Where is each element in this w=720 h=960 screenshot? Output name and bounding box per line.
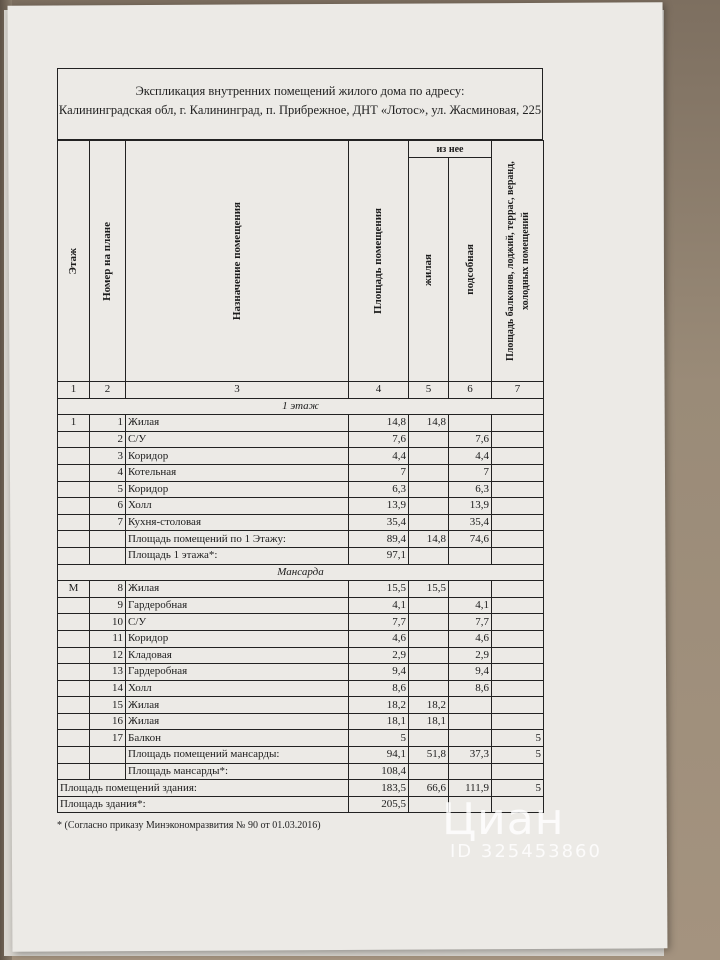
cell-purpose: Холл [126,680,349,697]
cell-aux: 4,6 [449,630,492,647]
cell-aux: 4,4 [449,448,492,465]
cell-aux: 2,9 [449,647,492,664]
cell-living [409,514,449,531]
attic-rooms-total: Площадь помещений мансарды: 94,1 51,8 37,3 5 [58,747,544,764]
cell-plan-no: 16 [90,713,126,730]
cell-aux: 35,4 [449,514,492,531]
cell-plan-no: 5 [90,481,126,498]
cell-living [409,448,449,465]
cell-area: 6,3 [349,481,409,498]
cell-purpose: С/У [126,431,349,448]
cell-balcony [492,664,544,681]
attic-total: Площадь мансарды*: 108,4 [58,763,544,780]
table-row [58,697,544,714]
cell-living [409,664,449,681]
cell-floor [58,597,90,614]
cell-balcony [492,481,544,498]
section-attic: Мансарда [58,564,544,581]
cell-floor [58,514,90,531]
cell-area: 4,4 [349,448,409,465]
cell-floor [58,664,90,681]
cell-area: 7,6 [349,431,409,448]
cell-floor [58,680,90,697]
cell-floor: 1 [58,415,90,432]
header-aux: подсобная [449,158,492,382]
cell-purpose: Жилая [126,713,349,730]
cell-area: 35,4 [349,514,409,531]
cell-aux: 4,1 [449,597,492,614]
table-row [58,647,544,664]
cell-plan-no: 9 [90,597,126,614]
cell-purpose: Кухня-столовая [126,514,349,531]
building-total: Площадь здания*: 205,5 [58,796,544,813]
cell-purpose: Котельная [126,464,349,481]
cell-living [409,498,449,515]
header-purpose: Назначение помещения [126,141,349,382]
cell-aux: 7,7 [449,614,492,631]
cell-purpose: Гардеробная [126,597,349,614]
table-row [58,664,544,681]
cell-floor [58,647,90,664]
cell-living [409,597,449,614]
cell-plan-no: 1 [90,415,126,432]
watermark [442,794,602,862]
cell-purpose: Коридор [126,448,349,465]
cell-area: 13,9 [349,498,409,515]
floor1-rooms-total: Площадь помещений по 1 Этажу: 89,4 14,8 74,6 [58,531,544,548]
cell-plan-no: 15 [90,697,126,714]
cell-aux [449,415,492,432]
table-row [58,630,544,647]
cell-balcony [492,431,544,448]
cell-area: 18,1 [349,713,409,730]
cell-floor [58,730,90,747]
cell-purpose: Жилая [126,697,349,714]
cell-aux [449,581,492,598]
cell-balcony [492,448,544,465]
cell-floor [58,697,90,714]
cell-aux [449,713,492,730]
table-row [58,415,544,432]
cell-balcony [492,597,544,614]
title-line-1: Экспликация внутренних помещений жилого дома по адресу: [135,84,465,98]
cell-plan-no: 14 [90,680,126,697]
cell-balcony [492,415,544,432]
cell-balcony [492,713,544,730]
cell-plan-no: 3 [90,448,126,465]
cell-purpose: Холл [126,498,349,515]
cell-area: 5 [349,730,409,747]
cell-plan-no: 6 [90,498,126,515]
cell-plan-no: 12 [90,647,126,664]
watermark-id: ID 325453860 [450,841,602,862]
cell-living: 15,5 [409,581,449,598]
building-rooms-total: Площадь помещений здания: 183,5 66,6 111,9 5 [58,780,544,797]
explication-table [57,140,544,813]
cell-area: 4,1 [349,597,409,614]
cell-plan-no: 13 [90,664,126,681]
table-row [58,498,544,515]
cell-balcony: 5 [492,730,544,747]
header-floor: Этаж [58,141,90,382]
header-of-which: из нее [409,141,492,158]
cell-balcony [492,464,544,481]
cell-purpose: Жилая [126,581,349,598]
cell-living: 14,8 [409,415,449,432]
cell-aux: 9,4 [449,664,492,681]
table-row [58,464,544,481]
cell-area: 18,2 [349,697,409,714]
cell-purpose: Балкон [126,730,349,747]
cell-living [409,464,449,481]
cell-living: 18,2 [409,697,449,714]
cell-floor [58,614,90,631]
cell-living [409,481,449,498]
cell-living [409,647,449,664]
table-row [58,730,544,747]
table-row [58,581,544,598]
cell-area: 2,9 [349,647,409,664]
cell-living [409,730,449,747]
cell-area: 15,5 [349,581,409,598]
cell-aux: 6,3 [449,481,492,498]
cell-purpose: Жилая [126,415,349,432]
floor1-rows [58,415,544,531]
header-living: жилая [409,158,449,382]
cell-floor [58,630,90,647]
cell-plan-no: 10 [90,614,126,631]
column-numbers-row: 1 2 3 4 5 6 7 [58,382,544,399]
cell-living: 18,1 [409,713,449,730]
cell-balcony [492,498,544,515]
cell-living [409,614,449,631]
cell-living [409,431,449,448]
header-row [58,141,544,158]
cell-plan-no: 2 [90,431,126,448]
document-title [57,68,543,140]
cell-purpose: Кладовая [126,647,349,664]
cell-floor [58,713,90,730]
table-row [58,614,544,631]
cell-aux [449,697,492,714]
cell-floor [58,481,90,498]
cell-balcony [492,647,544,664]
table-row [58,680,544,697]
cell-aux: 7 [449,464,492,481]
cell-floor: М [58,581,90,598]
title-line-2: Калининградская обл, г. Калининград, п. Прибрежное, ДНТ «Лотос», ул. Жасминовая, 225 [58,103,542,117]
cell-area: 7,7 [349,614,409,631]
cell-plan-no: 8 [90,581,126,598]
section-floor1: 1 этаж [58,398,544,415]
cell-balcony [492,614,544,631]
cell-balcony [492,514,544,531]
header-balcony: Площадь балконов, лоджий, террас, веранд, холодных помещений [492,141,544,382]
cell-purpose: Гардеробная [126,664,349,681]
table-row [58,431,544,448]
header-plan-no: Номер на плане [90,141,126,382]
cell-balcony [492,581,544,598]
table-row [58,514,544,531]
cell-floor [58,498,90,515]
cell-aux: 7,6 [449,431,492,448]
cell-aux: 8,6 [449,680,492,697]
cell-plan-no: 7 [90,514,126,531]
cell-purpose: Коридор [126,481,349,498]
attic-rows [58,581,544,747]
cell-balcony [492,697,544,714]
header-area: Площадь помещения [349,141,409,382]
cell-floor [58,464,90,481]
cell-floor [58,448,90,465]
cell-area: 9,4 [349,664,409,681]
table-row [58,713,544,730]
cell-plan-no: 17 [90,730,126,747]
table-row [58,597,544,614]
cell-area: 4,6 [349,630,409,647]
cell-area: 8,6 [349,680,409,697]
cell-area: 14,8 [349,415,409,432]
cell-balcony [492,630,544,647]
cell-aux [449,730,492,747]
cell-aux: 13,9 [449,498,492,515]
cell-purpose: С/У [126,614,349,631]
watermark-logo: Циан [442,794,565,845]
cell-purpose: Коридор [126,630,349,647]
footnote: * (Согласно приказу Минэкономразвития № 90 от 01.03.2016) [57,820,321,831]
cell-living [409,680,449,697]
table-row [58,481,544,498]
cell-living [409,630,449,647]
table-row [58,448,544,465]
floor1-total: Площадь 1 этажа*: 97,1 [58,547,544,564]
cell-area: 7 [349,464,409,481]
cell-plan-no: 11 [90,630,126,647]
cell-plan-no: 4 [90,464,126,481]
cell-balcony [492,680,544,697]
cell-floor [58,431,90,448]
